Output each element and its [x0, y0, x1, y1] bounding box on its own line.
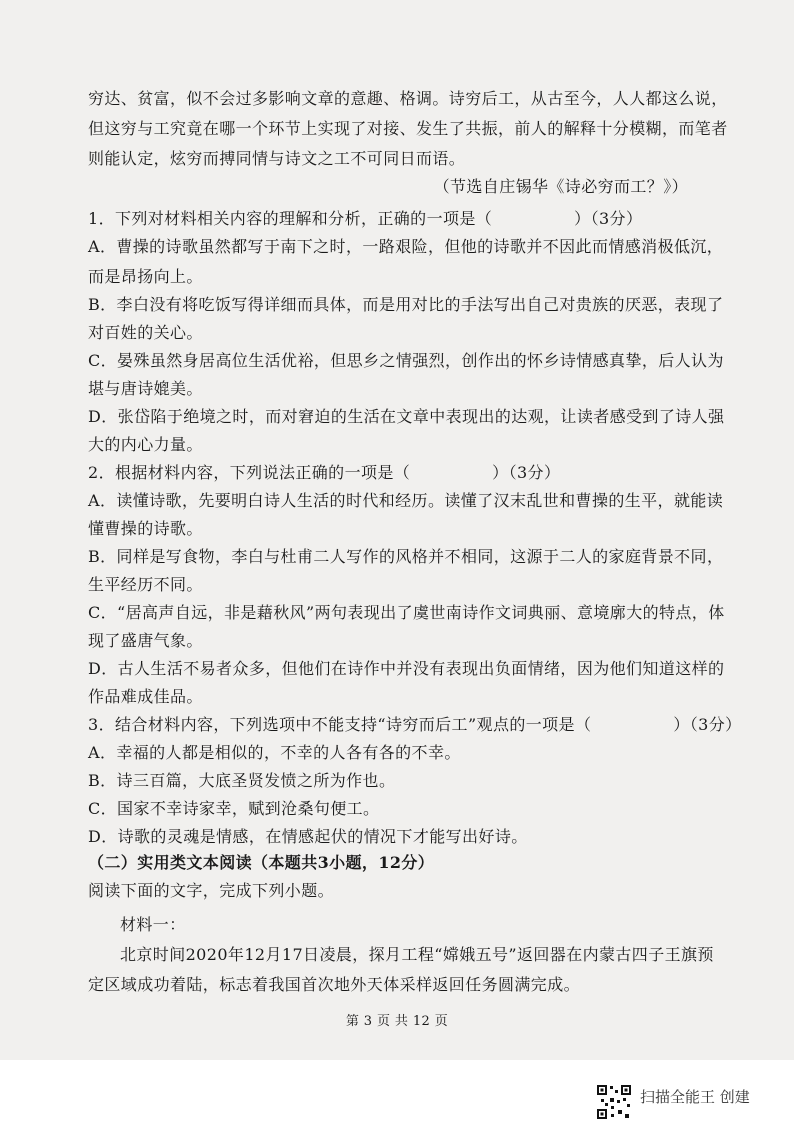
option-line: 懂曹操的诗歌。 [88, 519, 203, 538]
option-line: 大的内心力量。 [88, 435, 203, 454]
passage-line: 穷达、贫富，似不会过多影响文章的意趣、格调。诗穷后工，从古至今，人人都这么说， [88, 89, 728, 108]
option-line: A．读懂诗歌，先要明白诗人生活的时代和经历。读懂了汉末乱世和曹操的生平，就能读 [88, 491, 724, 510]
option-line: A．曹操的诗歌虽然都写于南下之时，一路艰险，但他的诗歌并不因此而情感消极低沉， [88, 237, 724, 256]
option-line: D．张岱陷于绝境之时，而对窘迫的生活在文章中表现出的达观，让读者感受到了诗人强 [88, 407, 725, 426]
qr-code-icon [596, 1084, 632, 1120]
scanner-watermark: 扫描全能王 创建 [640, 1088, 750, 1106]
option-line: C．“居高声自远，非是藉秋风”两句表现出了虞世南诗作文词典丽、意境廓大的特点，体 [88, 603, 725, 622]
option-line: 堪与唐诗媲美。 [88, 379, 203, 398]
question-1: 1．下列对材料相关内容的理解和分析，正确的一项是（ ）（3分） [88, 209, 643, 228]
passage-line: 但这穷与工究竟在哪一个环节上实现了对接、发生了共振，前人的解释十分模糊，而笔者 [88, 119, 728, 138]
option-line: D．古人生活不易者众多，但他们在诗作中并没有表现出负面情绪，因为他们知道这样的 [88, 659, 725, 678]
option-line: C．国家不幸诗家幸，赋到沧桑句便工。 [88, 799, 380, 818]
option-line: 作品难成佳品。 [88, 687, 203, 706]
question-3: 3．结合材料内容，下列选项中不能支持“诗穷而后工”观点的一项是（ ）（3分） [88, 715, 742, 734]
question-2: 2．根据材料内容，下列说法正确的一项是（ ）（3分） [88, 463, 561, 482]
option-line: B．李白没有将吃饭写得详细而具体，而是用对比的手法写出自己对贵族的厌恶，表现了 [88, 295, 724, 314]
option-line: 对百姓的关心。 [88, 323, 203, 342]
section-heading: （二）实用类文本阅读（本题共3小题，12分） [88, 853, 435, 872]
option-line: B．诗三百篇，大底圣贤发愤之所为作也。 [88, 771, 396, 790]
source-citation: （节选自庄锡华《诗必穷而工？》） [433, 177, 688, 196]
option-line: B．同样是写食物，李白与杜甫二人写作的风格并不相同，这源于二人的家庭背景不同， [88, 547, 724, 566]
material-label: 材料一： [120, 915, 186, 934]
option-line: 生平经历不同。 [88, 575, 203, 594]
option-line: 而是昂扬向上。 [88, 267, 203, 286]
option-line: D．诗歌的灵魂是情感，在情感起伏的情况下才能写出好诗。 [88, 827, 528, 846]
instruction-line: 阅读下面的文字，完成下列小题。 [88, 881, 335, 900]
passage-line: 定区域成功着陆，标志着我国首次地外天体采样返回任务圆满完成。 [88, 975, 581, 994]
page-footer: 第 3 页 共 12 页 [345, 1014, 449, 1029]
option-line: 现了盛唐气象。 [88, 631, 203, 650]
option-line: A．幸福的人都是相似的，不幸的人各有各的不幸。 [88, 743, 461, 762]
option-line: C．晏殊虽然身居高位生活优裕，但思乡之情强烈，创作出的怀乡诗情感真挚，后人认为 [88, 351, 724, 370]
passage-line: 则能认定，炫穷而搏同情与诗文之工不可同日而语。 [88, 149, 466, 168]
passage-line: 北京时间2020年12月17日凌晨，探月工程“嫦娥五号”返回器在内蒙古四子王旗预 [120, 945, 714, 964]
